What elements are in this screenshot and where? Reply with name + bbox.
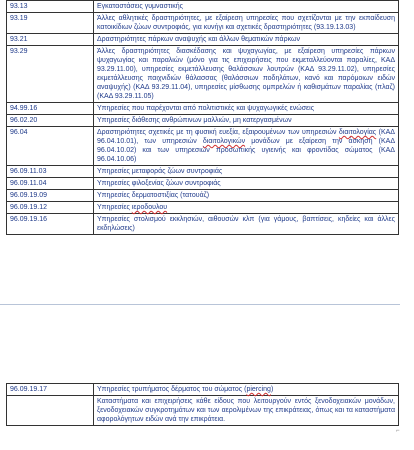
activity-code: 96.09.19.12 [7, 202, 94, 214]
description-text: Δραστηριότητες σχετικές με τη φυσική ευεξία, εξαιρουμένων των υπηρεσιών [97, 129, 339, 136]
activity-code: 93.21 [7, 34, 94, 46]
table-row [7, 178, 399, 190]
table-row [7, 166, 399, 178]
spellcheck-word: ιεροδουλου [131, 204, 168, 211]
activity-description [94, 384, 399, 396]
table-row [7, 13, 399, 34]
activity-description: Υπηρεσίες που παρέχονται από πολιτιστικές και ψυχαγωγικές ενώσεις [94, 103, 399, 115]
spellcheck-word: διαιτολογικών [202, 138, 246, 145]
table-row [7, 115, 399, 127]
activity-codes-table-continued [6, 383, 399, 426]
activity-code: 96.04 [7, 127, 94, 166]
table-row [7, 127, 399, 166]
activity-description: Υπηρεσίες διάθεσης ανθρώπινων μαλλιών, μη κατεργασμένων [94, 115, 399, 127]
activity-description: Υπηρεσίες στολισμού εκκλησιών, αιθουσών κλπ (για γάμους, βαπτίσεις, κηδείες και άλλες εκδηλώσεις) [94, 214, 399, 235]
activity-code: 94.99.16 [7, 103, 94, 115]
activity-code: 96.02.20 [7, 115, 94, 127]
table-row [7, 396, 399, 426]
activity-code: 96.09.11.04 [7, 178, 94, 190]
activity-description: Υπηρεσίες φιλοξενίας ζώων συντροφιάς [94, 178, 399, 190]
description-text: Υπηρεσίες [97, 204, 132, 211]
cell-end-marker-icon: ⌐ [396, 428, 400, 434]
table-row [7, 46, 399, 103]
table-row [7, 1, 399, 13]
table-row [7, 190, 399, 202]
description-text: μονάδων με εξαίρεση την άσκηση (ΚΑΔ 96.04.10.02) και των υπηρεσιών προσωπικής υγιεινής και φροντίδας σώματος (ΚΑΔ 96.04.10.06) [97, 138, 395, 163]
activity-description: Εγκαταστάσεις γυμναστικής [94, 1, 399, 13]
spellcheck-word: piercing [246, 386, 271, 393]
description-text: ) [270, 386, 274, 393]
activity-description [94, 127, 399, 166]
activity-code: 93.13 [7, 1, 94, 13]
page-break-gap [0, 276, 414, 319]
activity-code: 93.29 [7, 46, 94, 103]
activity-description: Άλλες αθλητικές δραστηριότητες, με εξαίρεση υπηρεσίες που σχετίζονται με την εκπαίδευση κατοικίδιων ζώων συντροφιάς, για κυνήγι και σχετικές δραστηριότητες (93.19.13.03) [94, 13, 399, 34]
page-break-line [0, 304, 400, 305]
description-text: (ΚΑΔ 96.04.10.01), των υπηρεσιών [97, 129, 395, 145]
table-row [7, 103, 399, 115]
activity-code: 96.09.19.16 [7, 214, 94, 235]
activity-description: Καταστήματα και επιχειρήσεις κάθε είδους που λειτουργούν εντός ξενοδοχειακών μονάδων, ξενοδοχειακών συγκροτημάτων και των αερολιμένων της επικράτειας, όπως και τα καταστήματα αφορολόγητων ειδών ανά την επικράτεια. [94, 396, 399, 426]
activity-code: 93.19 [7, 13, 94, 34]
activity-description: Υπηρεσίες μεταφοράς ζώων συντροφιάς [94, 166, 399, 178]
description-text: Υπηρεσίες τρυπήματος δέρματος του σώματος ( [97, 386, 247, 393]
table-row [7, 384, 399, 396]
activity-code: 96.09.11.03 [7, 166, 94, 178]
activity-code: 96.09.19.09 [7, 190, 94, 202]
table-row [7, 202, 399, 214]
activity-description: Δραστηριότητες πάρκων αναψυχής και άλλων θεματικών πάρκων [94, 34, 399, 46]
activity-codes-table [6, 0, 399, 235]
activity-description [94, 202, 399, 214]
table-row [7, 34, 399, 46]
activity-code [7, 396, 94, 426]
table-row [7, 214, 399, 235]
activity-description: Υπηρεσίες δερματοστιξίας (τατουάζ) [94, 190, 399, 202]
spellcheck-word: διαιτολογίας [338, 129, 377, 136]
activity-description: Άλλες δραστηριότητες διασκέδασης και ψυχαγωγίας, με εξαίρεση υπηρεσίες πάρκων ψυχαγωγίας και παραλιών (μόνο για τις επιχειρήσεις που εκμεταλλεύονται παραλίες, ΚΑΔ 93.29.11.00), υπηρεσίες εκμετάλλευσης θαλάσσιων λουτρών (ΚΑΔ 93.29.11.02), υπηρεσίες εκμετάλλευσης παιχνιδιών θάλασσας (θαλάσσιων ποδηλάτων, κανό και παρόμοιων ειδών αναψυχής) (ΚΑΔ 93.29.11.04), υπηρεσίες μίσθωσης ομπρελών ή καθισμάτων παραλίας (πλαζ) (ΚΑΔ 93.29.11.05) [94, 46, 399, 103]
activity-code: 96.09.19.17 [7, 384, 94, 396]
